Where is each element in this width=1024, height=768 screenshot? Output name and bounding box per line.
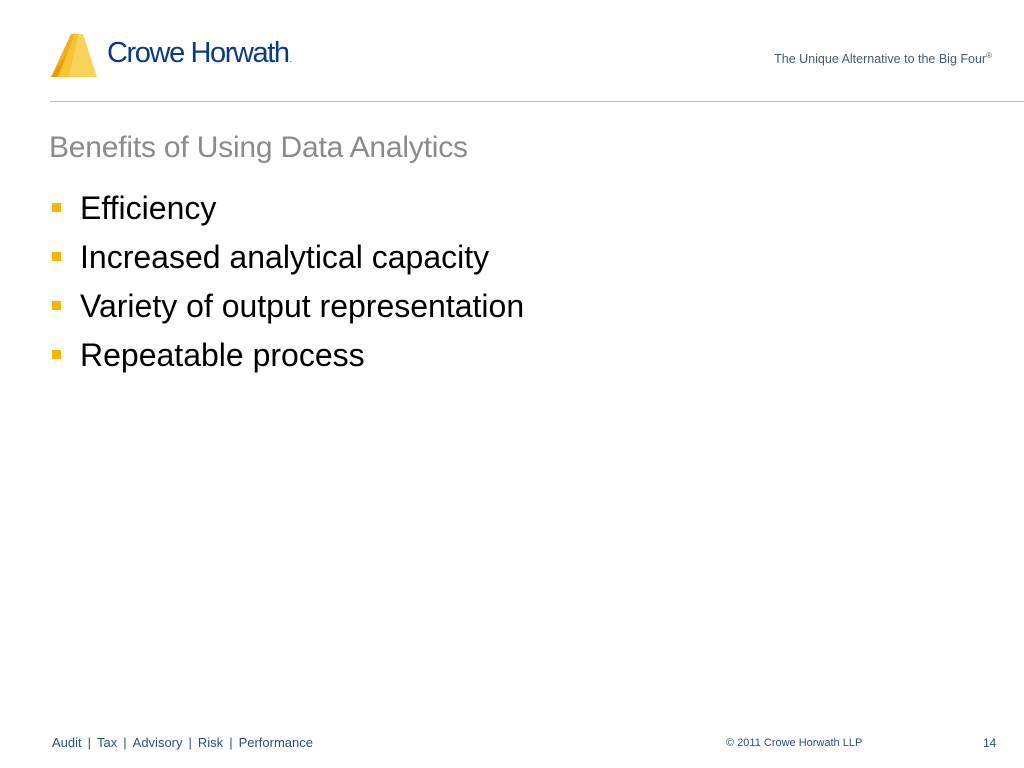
registered-mark: ® (986, 50, 992, 60)
page-number: 14 (983, 736, 997, 750)
bullet-text: Variety of output representation (80, 288, 525, 324)
copyright-notice: © 2011 Crowe Horwath LLP (726, 737, 863, 749)
bullet-text: Repeatable process (80, 337, 365, 373)
footer-separator: | (87, 735, 92, 750)
square-bullet-icon (52, 252, 61, 261)
footer-service-lines (52, 735, 313, 750)
logo-reg-mark: . (289, 54, 293, 64)
square-bullet-icon (52, 301, 61, 310)
footer-item-risk: Risk (197, 735, 224, 750)
footer-separator: | (123, 735, 127, 750)
crowe-gold-sunburst-icon (49, 31, 99, 79)
footer-item-performance: Performance (238, 735, 313, 750)
header-divider (50, 101, 1024, 102)
footer-item-audit: Audit (52, 735, 82, 750)
bullet-text: Increased analytical capacity (80, 239, 490, 275)
footer-item-advisory: Advisory (132, 735, 183, 750)
square-bullet-icon (52, 350, 61, 359)
tagline-text: The Unique Alternative to the Big Four (774, 52, 987, 66)
footer-separator: | (229, 735, 233, 750)
square-bullet-icon (52, 203, 61, 212)
logo-wordmark (107, 36, 292, 76)
logo-name: Crowe Horwath (107, 37, 289, 69)
footer-separator: | (188, 735, 192, 750)
footer-item-tax: Tax (97, 735, 118, 750)
bullet-text: Efficiency (80, 190, 217, 226)
crowe-horwath-logo (49, 31, 319, 79)
tagline (774, 52, 992, 66)
slide-title: Benefits of Using Data Analytics (49, 131, 468, 164)
